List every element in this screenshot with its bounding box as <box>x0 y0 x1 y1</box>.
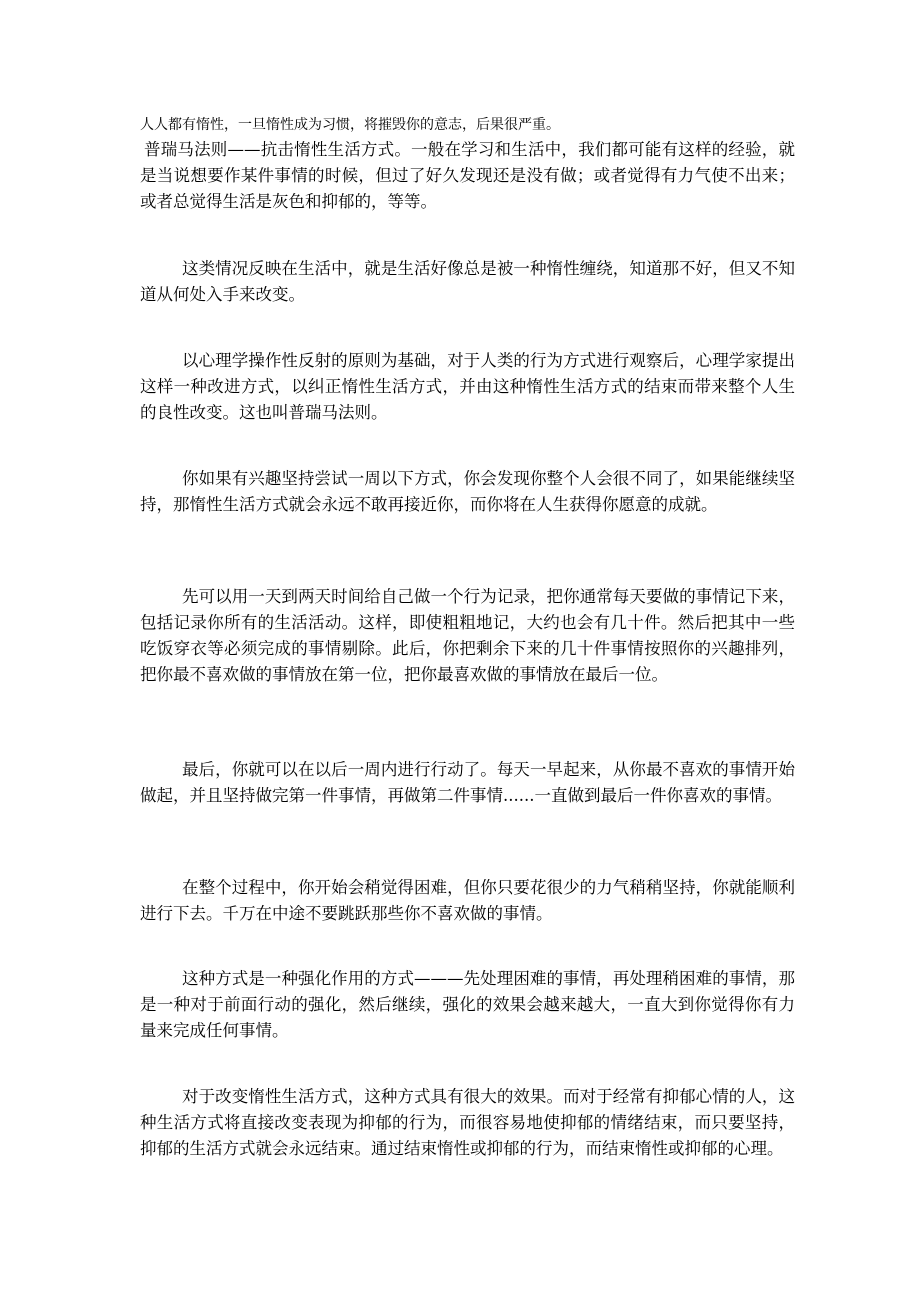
intro-line: 人人都有惰性，一旦惰性成为习惯，将摧毁你的意志，后果很严重。 <box>140 117 560 133</box>
paragraph-9: 对于改变惰性生活方式，这种方式具有很大的效果。而对于经常有抑郁心情的人，这种生活方式将直接改变表现为抑郁的行为，而很容易地使抑郁的情绪结束，而只要坚持，抑郁的生活方式就会永远结束。通过结束惰性或抑郁的行为，而结束惰性或抑郁的心理。 <box>140 1087 795 1158</box>
paragraph-5: 先可以用一天到两天时间给自己做一个行为记录，把你通常每天要做的事情记下来，包括记录你所有的生活活动。这样，即使粗粗地记，大约也会有几十件。然后把其中一些吃饭穿衣等必须完成的事情剔除。此后，你把剩余下来的几十件事情按照你的兴趣排列，把你最不喜欢做的事情放在第一位，把你最喜欢做的事情放在最后一位。 <box>140 587 795 684</box>
paragraph-2: 这类情况反映在生活中，就是生活好像总是被一种惰性缠绕，知道那不好，但又不知道从何处入手来改变。 <box>140 259 795 304</box>
paragraph-4: 你如果有兴趣坚持尝试一周以下方式，你会发现你整个人会很不同了，如果能继续坚持，那惰性生活方式就会永远不敢再接近你，而你将在人生获得你愿意的成就。 <box>140 469 795 514</box>
paragraph-3: 以心理学操作性反射的原则为基础，对于人类的行为方式进行观察后，心理学家提出这样一种改进方式，以纠正惰性生活方式，并由这种惰性生活方式的结束而带来整个人生的良性改变。这也叫普瑞马法则。 <box>140 351 795 422</box>
paragraph-8: 这种方式是一种强化作用的方式———先处理困难的事情，再处理稍困难的事情，那是一种对于前面行动的强化，然后继续，强化的效果会越来越大，一直大到你觉得你有力量来完成任何事情。 <box>140 969 795 1040</box>
paragraph-6: 最后，你就可以在以后一周内进行行动了。每天一早起来，从你最不喜欢的事情开始做起，并且坚持做完第一件事情，再做第二件事情......一直做到最后一件你喜欢的事情。 <box>140 760 795 805</box>
paragraph-7: 在整个过程中，你开始会稍觉得困难，但你只要花很少的力气稍稍坚持，你就能顺利进行下去。千万在中途不要跳跃那些你不喜欢做的事情。 <box>140 878 795 923</box>
paragraph-1: 普瑞马法则——抗击惰性生活方式。一般在学习和生活中，我们都可能有这样的经验，就是当说想要作某件事情的时候，但过了好久发现还是没有做；或者觉得有力气使不出来；或者总觉得生活是灰色和抑郁的，等等。 <box>140 140 795 211</box>
